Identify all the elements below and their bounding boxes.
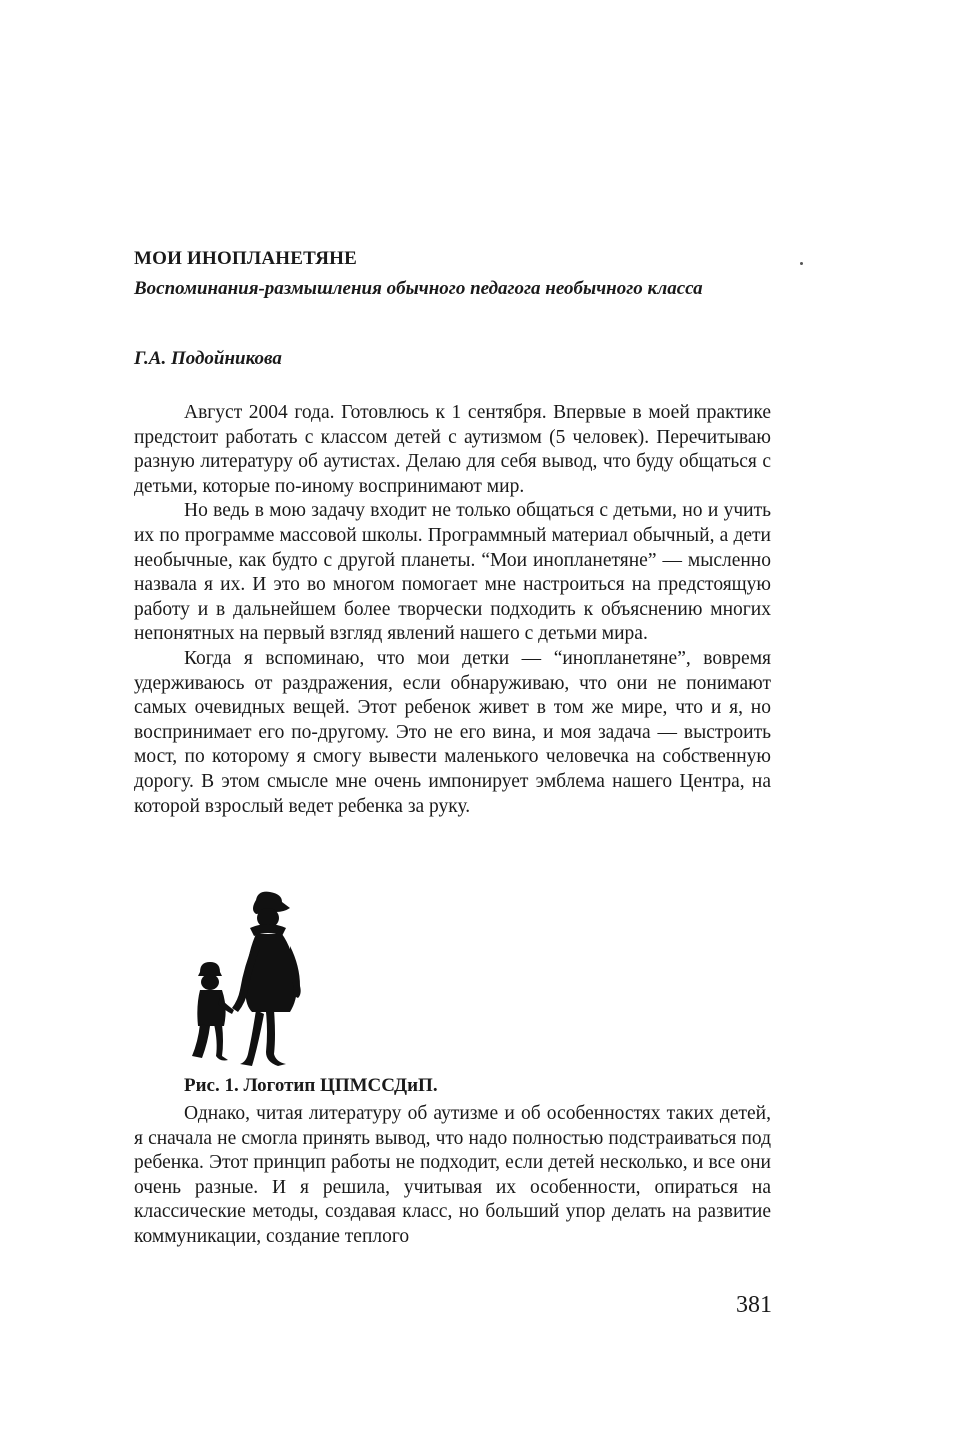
body-text-bottom (134, 1102, 771, 1250)
article-title: МОИ ИНОПЛАНЕТЯНЕ (134, 248, 358, 269)
paragraph-2: Но ведь в мою задачу входит не только общаться с детьми, но и учить их по программе массовой школы. Программный материал обычный, а дети необычные, как будто с другой планеты. “Мои инопланетяне” — мысленно назвала я их. И это во многом помогает мне настроиться на предстоящую работу и в дальнейшем более творчески подходить к объяснению многих непонятных на первый взгляд явлений нашего с детьми мира. (134, 500, 771, 645)
paragraph-3: Когда я вспоминаю, что мои детки — “инопланетяне”, вовремя удерживаюсь от раздражения, если обнаруживаю, что они не понимают самых очевидных вещей. Этот ребенок живет в том же мире, что и я, но воспринимает его по-другому. Это не его вина, и моя задача — выстроить мост, по которому я смогу вывести маленького человечка на собственную дорогу. В этом смысле мне очень импонирует эмблема нашего Центра, на которой взрослый ведет ребенка за руку. (134, 647, 771, 817)
article-subtitle: Воспоминания-размышления обычного педагога необычного класса (134, 278, 703, 299)
body-text-top (134, 401, 771, 819)
paragraph-4: Однако, читая литературу об аутизме и об особенностях таких детей, я сначала не смогла принять вывод, что надо полностью подстраиваться под ребенка. Этот принцип работы не подходит, если детей несколько, и все они очень разные. И я решила, учитывая их особенности, опираться на классические методы, создавая класс, но больший упор делать на развитие коммуникации, создание теплого (134, 1103, 771, 1247)
scan-speck (800, 262, 803, 265)
page-number: 381 (736, 1292, 772, 1318)
logo-silhouette-icon (186, 886, 316, 1071)
paragraph-1: Август 2004 года. Готовлюсь к 1 сентября. Впервые в моей практике предстоит работать с классом детей с аутизмом (5 человек). Перечитываю разную литературу об аутистах. Делаю для себя вывод, что буду общаться с детьми, которые по-иному воспринимают мир. (134, 402, 771, 497)
figure-caption: Рис. 1. Логотип ЦПМССДиП. (184, 1075, 438, 1096)
article-author: Г.А. Подойникова (134, 348, 282, 369)
